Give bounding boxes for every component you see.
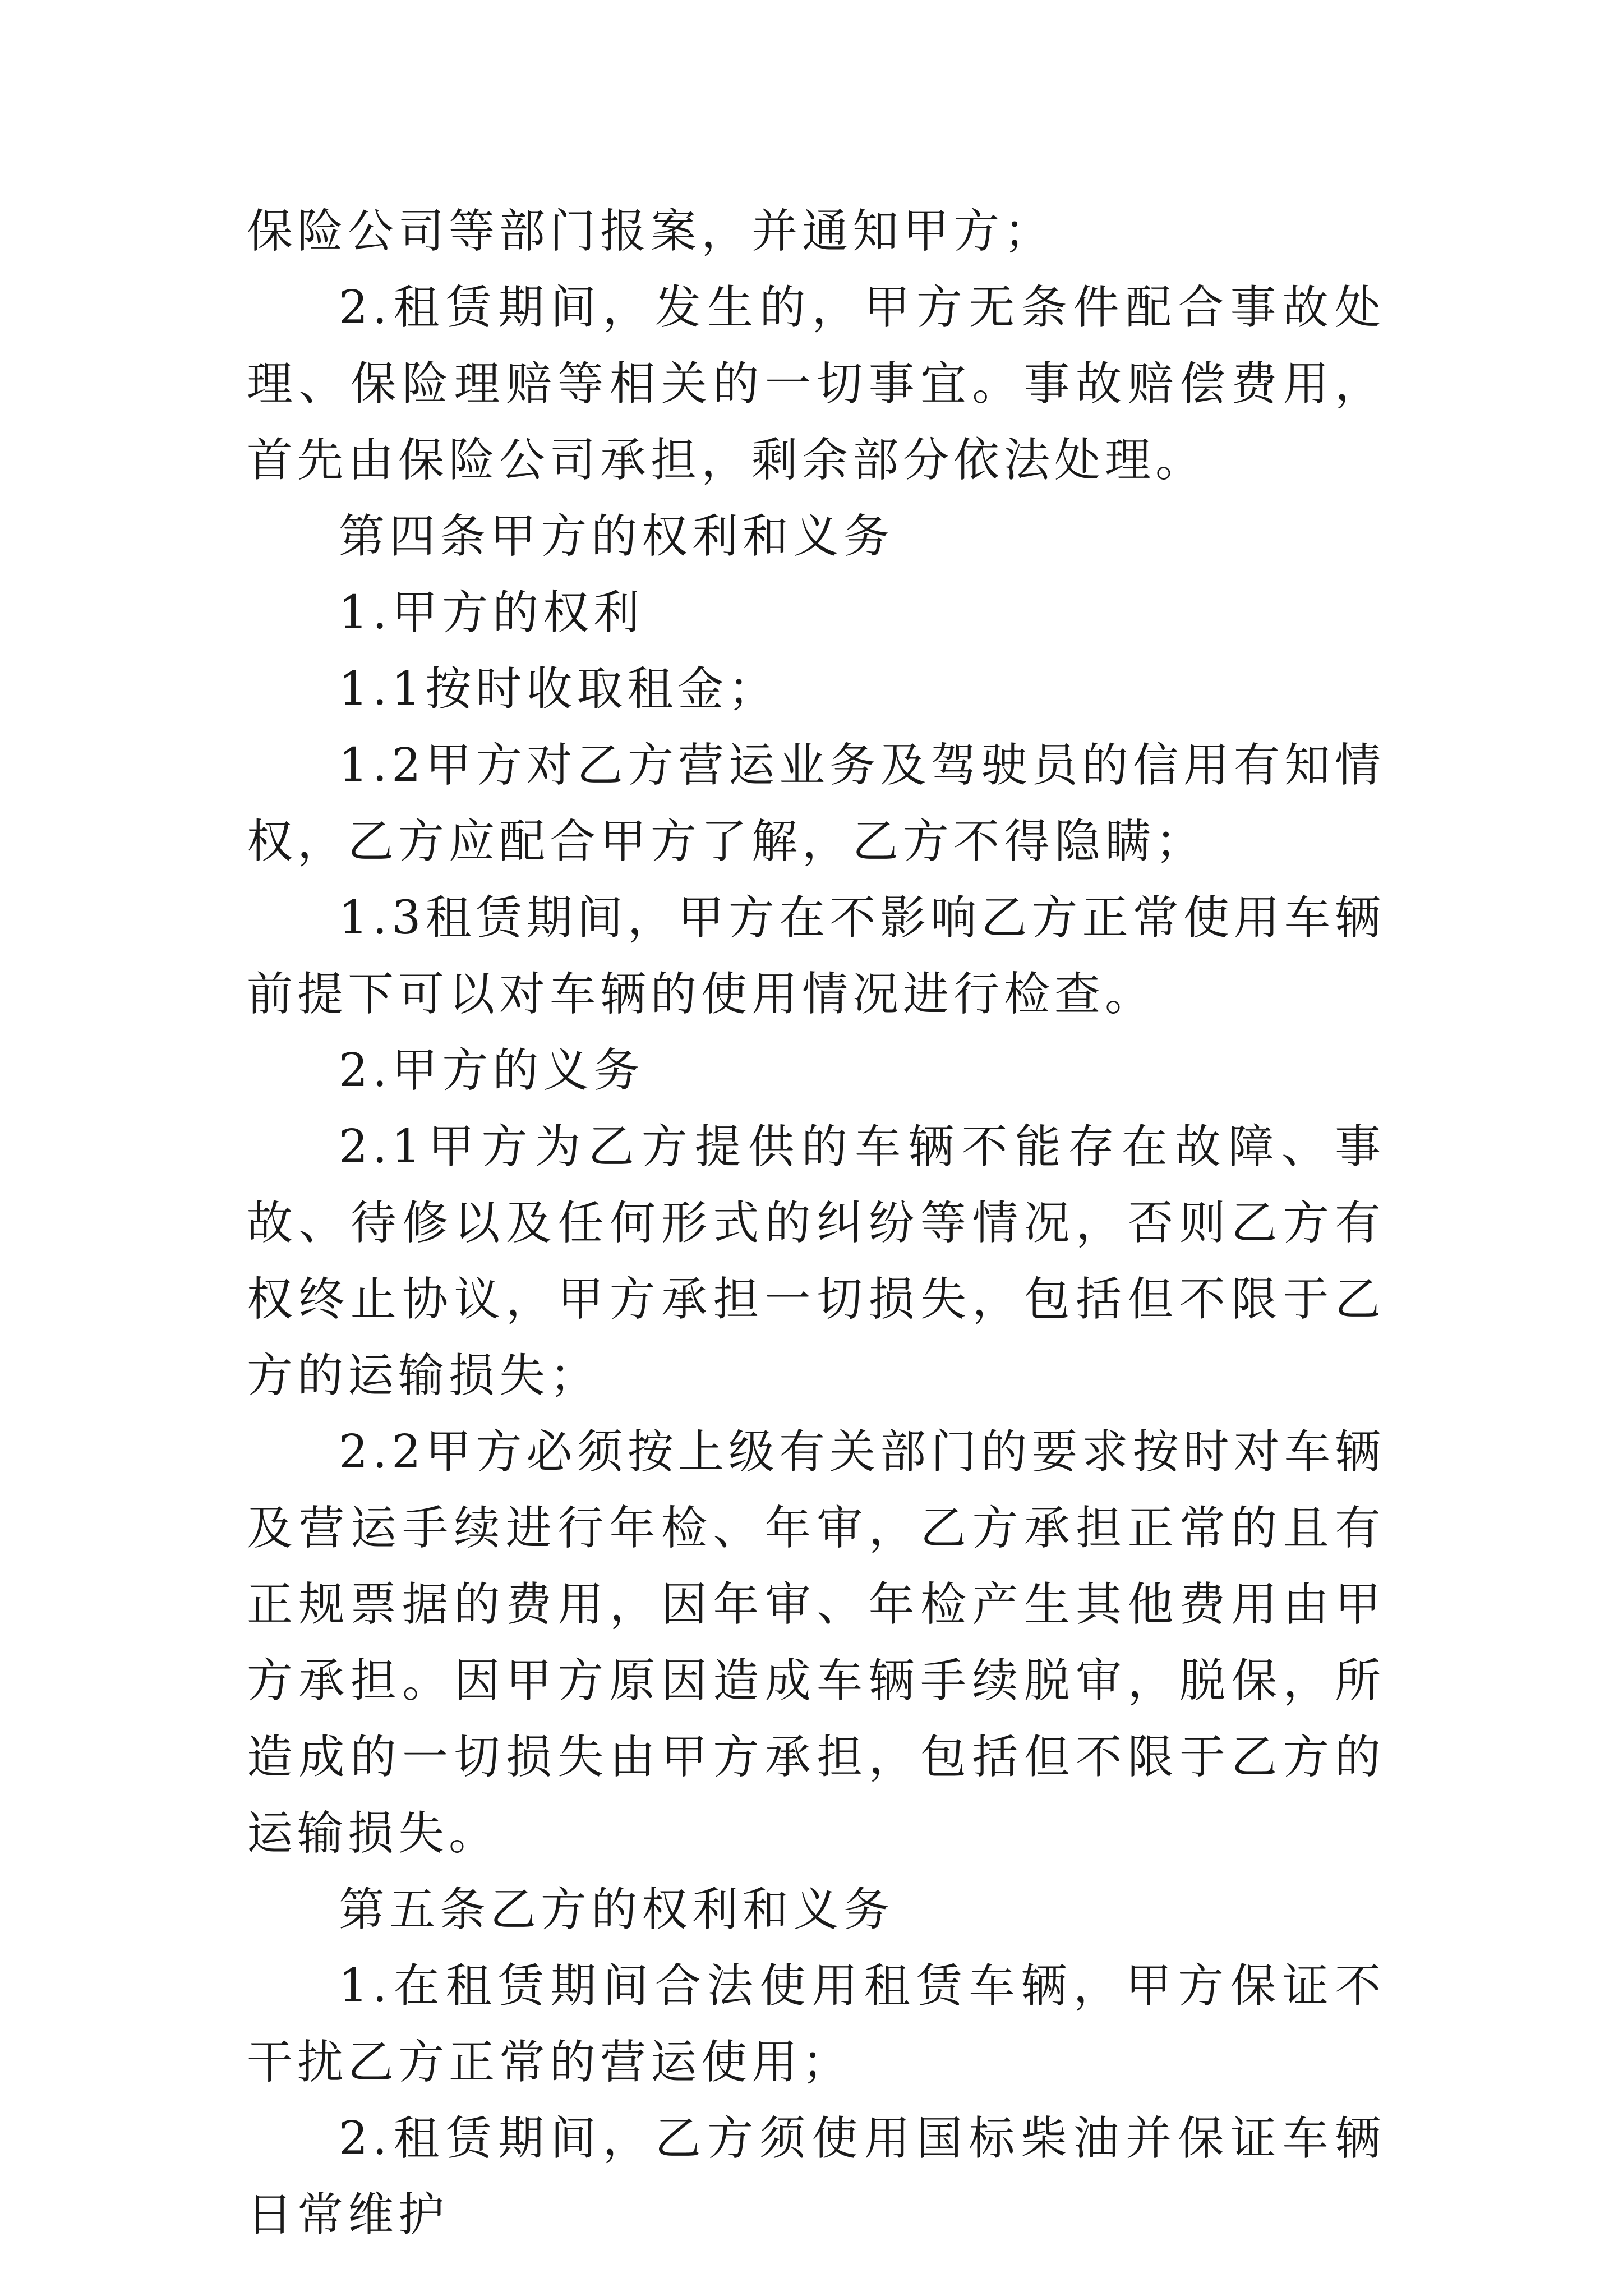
party-b-paragraph-1: 1.在租赁期间合法使用租赁车辆，甲方保证不干扰乙方正常的营运使用； xyxy=(247,1959,1385,2089)
paragraph-1-3: 1.3租赁期间，甲方在不影响乙方正常使用车辆前提下可以对车辆的使用情况进行检查。 xyxy=(247,891,1385,1021)
paragraph-2-2: 2.2甲方必须按上级有关部门的要求按时对车辆及营运手续进行年检、年审，乙方承担正常的且有正规票据的费用，因年审、年检产生其他费用由甲方承担。因甲方原因造成车辆手续脱审，脱保，所造成的一切损失由甲方承担，包括但不限于乙方的运输损失。 xyxy=(247,1425,1385,1860)
article-4-heading: 第四条甲方的权利和义务 xyxy=(339,510,895,563)
party-b-paragraph-2: 2.租赁期间，乙方须使用国标柴油并保证车辆日常维护 xyxy=(247,2112,1385,2242)
paragraph-1-2: 1.2甲方对乙方营运业务及驾驶员的信用有知情权，乙方应配合甲方了解，乙方不得隐瞒； xyxy=(247,739,1385,868)
paragraph-1-1: 1.1按时收取租金； xyxy=(339,662,779,716)
document-page xyxy=(247,194,1385,2253)
paragraph-2: 2.租赁期间，发生的，甲方无条件配合事故处理、保险理赔等相关的一切事宜。事故赔偿费用，首先由保险公司承担，剩余部分依法处理。 xyxy=(247,281,1385,487)
paragraph-2-1: 2.1甲方为乙方提供的车辆不能存在故障、事故、待修以及任何形式的纠纷等情况，否则乙方有权终止协议，甲方承担一切损失，包括但不限于乙方的运输损失； xyxy=(247,1120,1385,1402)
paragraph-1: 保险公司等部门报案，并通知甲方； xyxy=(247,205,1055,258)
party-a-rights-heading: 1.甲方的权利 xyxy=(339,586,644,639)
party-a-obligations-heading: 2.甲方的义务 xyxy=(339,1044,644,1097)
article-5-heading: 第五条乙方的权利和义务 xyxy=(339,1883,895,1936)
